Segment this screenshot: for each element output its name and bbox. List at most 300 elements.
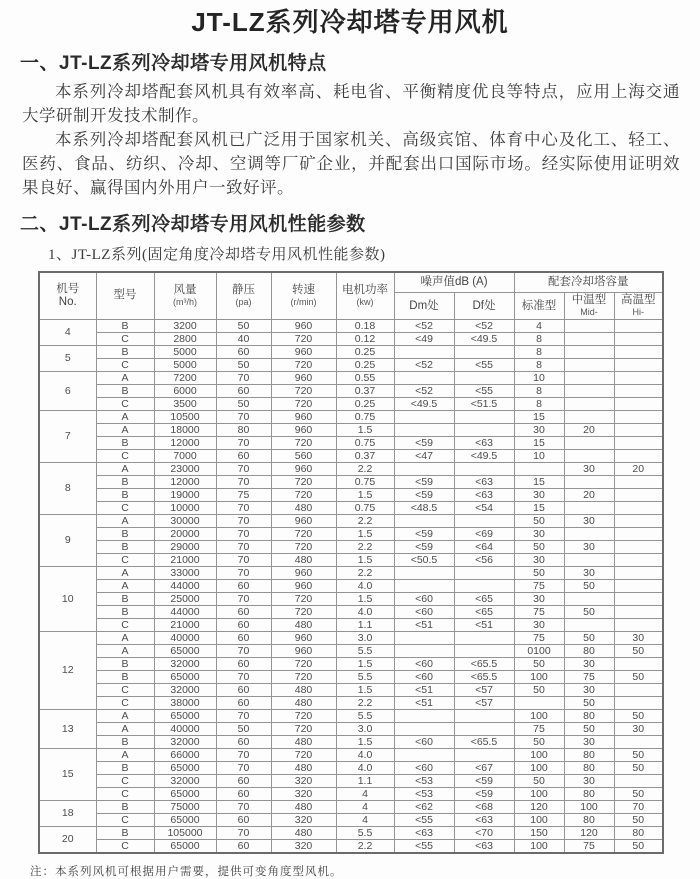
machine-group — [39, 826, 663, 853]
table-cell: 0100 — [514, 644, 564, 657]
table-cell: <53 — [394, 787, 454, 800]
table-cell: <63 — [454, 839, 514, 853]
table-cell: 1.5 — [336, 657, 394, 670]
table-cell: 560 — [271, 449, 336, 462]
table-cell: 50 — [216, 397, 271, 410]
table-cell: 40000 — [154, 722, 216, 735]
table-row — [39, 319, 663, 332]
table-cell: <70 — [454, 826, 514, 839]
table-cell: C — [96, 358, 154, 371]
table-cell: 65000 — [154, 761, 216, 774]
table-cell: 80 — [614, 826, 663, 839]
table-cell — [394, 709, 454, 722]
table-cell: 960 — [271, 345, 336, 358]
table-cell: 70 — [216, 553, 271, 566]
table-cell: 60 — [216, 696, 271, 709]
table-cell — [614, 397, 663, 410]
table-cell: 60 — [216, 631, 271, 644]
table-cell — [394, 566, 454, 579]
table-cell: 44000 — [154, 605, 216, 618]
table-cell: 50 — [514, 657, 564, 670]
table-cell: <59 — [454, 787, 514, 800]
table-cell: 0.25 — [336, 397, 394, 410]
table-cell: <68 — [454, 800, 514, 813]
table-cell: 480 — [271, 826, 336, 839]
header-airflow: 风量 (m³/h) — [154, 272, 216, 319]
table-cell: C — [96, 397, 154, 410]
table-cell: 50 — [614, 748, 663, 761]
table-cell — [614, 423, 663, 436]
table-cell: 19000 — [154, 488, 216, 501]
table-cell: 50 — [216, 358, 271, 371]
table-cell: <57 — [454, 696, 514, 709]
table-cell: 15 — [514, 475, 564, 488]
table-cell — [394, 748, 454, 761]
table-cell: <63 — [394, 826, 454, 839]
table-row — [39, 761, 663, 774]
table-cell: 20 — [614, 462, 663, 475]
table-cell: 2.2 — [336, 696, 394, 709]
table-cell: <59 — [394, 540, 454, 553]
table-cell: 100 — [564, 800, 614, 813]
machine-no-cell: 20 — [39, 826, 96, 853]
table-cell: 29000 — [154, 540, 216, 553]
table-cell: 80 — [564, 709, 614, 722]
table-cell: 23000 — [154, 462, 216, 475]
table-cell: 65000 — [154, 787, 216, 800]
table-cell: <55 — [454, 384, 514, 397]
table-cell: B — [96, 488, 154, 501]
table-cell — [614, 436, 663, 449]
table-cell: 50 — [514, 540, 564, 553]
table-cell: B — [96, 540, 154, 553]
table-cell — [614, 514, 663, 527]
header-capacity-group: 配套冷却塔容量 — [514, 272, 663, 292]
table-cell: 720 — [271, 605, 336, 618]
section1-paragraph-2: 本系列冷却塔配套风机已广泛用于国家机关、高级宾馆、体育中心及化工、轻工、医药、食品、纺织、冷却、空调等厂矿企业，并配套出口国际市场。经实际使用证明效果良好、赢得国内外用户一致好评。 — [22, 130, 680, 197]
table-cell: 40000 — [154, 631, 216, 644]
table-cell: 75 — [564, 670, 614, 683]
table-cell: 2.2 — [336, 839, 394, 853]
table-cell: <60 — [394, 605, 454, 618]
machine-no-cell: 5 — [39, 345, 96, 371]
table-cell: 70 — [216, 644, 271, 657]
table-cell: 720 — [271, 436, 336, 449]
table-cell: 2800 — [154, 332, 216, 345]
header-noise-group: 噪声值dB (A) — [394, 272, 514, 292]
table-cell: 15 — [514, 436, 564, 449]
table-cell: 30 — [564, 683, 614, 696]
table-cell: 80 — [564, 761, 614, 774]
machine-group — [39, 371, 663, 410]
machine-no-cell: 7 — [39, 410, 96, 462]
table-cell: 21000 — [154, 553, 216, 566]
table-cell: 0.37 — [336, 449, 394, 462]
table-cell: A — [96, 748, 154, 761]
table-cell: 70 — [216, 566, 271, 579]
table-cell: 18000 — [154, 423, 216, 436]
table-cell: 70 — [216, 670, 271, 683]
table-cell: 0.55 — [336, 371, 394, 384]
table-cell: 50 — [564, 631, 614, 644]
table-cell — [394, 644, 454, 657]
table-cell — [564, 384, 614, 397]
table-cell: 65000 — [154, 813, 216, 826]
table-cell: B — [96, 761, 154, 774]
table-cell: A — [96, 631, 154, 644]
table-cell: 70 — [216, 436, 271, 449]
table-cell: 960 — [271, 579, 336, 592]
table-row — [39, 644, 663, 657]
table-cell: 30000 — [154, 514, 216, 527]
table-cell: 3.0 — [336, 722, 394, 735]
table-cell: 32000 — [154, 774, 216, 787]
table-cell: <60 — [394, 735, 454, 748]
table-cell: 960 — [271, 462, 336, 475]
table-cell: 70 — [216, 410, 271, 423]
table-cell: 4 — [336, 800, 394, 813]
table-cell: 320 — [271, 839, 336, 853]
table-cell — [564, 553, 614, 566]
table-cell: <64 — [454, 540, 514, 553]
table-row — [39, 423, 663, 436]
table-cell: <56 — [454, 553, 514, 566]
table-row — [39, 449, 663, 462]
table-cell — [614, 540, 663, 553]
table-cell: 4.0 — [336, 761, 394, 774]
page-title: JT-LZ系列冷却塔专用风机 — [191, 7, 509, 37]
table-cell: 38000 — [154, 696, 216, 709]
table-cell: 30 — [564, 735, 614, 748]
table-cell: <65.5 — [454, 670, 514, 683]
table-cell: 960 — [271, 514, 336, 527]
table-cell: 66000 — [154, 748, 216, 761]
table-cell — [394, 579, 454, 592]
table-cell: 720 — [271, 592, 336, 605]
table-cell — [614, 592, 663, 605]
machine-group — [39, 514, 663, 566]
table-cell: 50 — [514, 774, 564, 787]
table-row — [39, 722, 663, 735]
table-cell: 80 — [564, 787, 614, 800]
table-cell: 70 — [216, 371, 271, 384]
table-cell: 100 — [514, 839, 564, 853]
machine-group — [39, 410, 663, 462]
table-cell: <62 — [394, 800, 454, 813]
table-cell: 7200 — [154, 371, 216, 384]
table-row — [39, 540, 663, 553]
section2-subheading: 1、JT-LZ系列(固定角度冷却塔专用风机性能参数) — [48, 247, 386, 263]
table-cell — [614, 735, 663, 748]
table-cell: 4.0 — [336, 605, 394, 618]
table-cell — [614, 345, 663, 358]
table-cell: 2.2 — [336, 566, 394, 579]
table-cell: 20 — [564, 423, 614, 436]
table-cell: 3500 — [154, 397, 216, 410]
section1-heading: 一、JT-LZ系列冷却塔专用风机特点 — [20, 53, 327, 74]
table-cell: 1.1 — [336, 618, 394, 631]
table-cell: 30 — [564, 657, 614, 670]
table-cell: 8 — [514, 345, 564, 358]
table-cell: <59 — [394, 436, 454, 449]
machine-no-cell: 8 — [39, 462, 96, 514]
table-cell: A — [96, 722, 154, 735]
table-cell: <52 — [394, 319, 454, 332]
table-cell — [564, 371, 614, 384]
table-cell: 75 — [514, 631, 564, 644]
table-cell: 1.5 — [336, 735, 394, 748]
table-cell: <60 — [394, 592, 454, 605]
table-cell — [614, 488, 663, 501]
table-cell: 720 — [271, 709, 336, 722]
table-cell: 65000 — [154, 709, 216, 722]
table-cell: <63 — [454, 475, 514, 488]
table-cell: 75 — [514, 579, 564, 592]
table-cell: 320 — [271, 787, 336, 800]
table-cell: 25000 — [154, 592, 216, 605]
table-cell: 720 — [271, 488, 336, 501]
table-cell: 50 — [514, 683, 564, 696]
table-row — [39, 553, 663, 566]
table-row — [39, 839, 663, 853]
table-cell: 60 — [216, 605, 271, 618]
table-cell — [614, 358, 663, 371]
table-cell: 480 — [271, 501, 336, 514]
table-cell: <49.5 — [454, 332, 514, 345]
machine-group — [39, 566, 663, 631]
table-cell — [454, 410, 514, 423]
header-high-temp-type: 高温型 Hi- — [614, 292, 663, 319]
machine-group — [39, 462, 663, 514]
table-row — [39, 345, 663, 358]
table-row — [39, 605, 663, 618]
table-cell: 6000 — [154, 384, 216, 397]
table-cell: 960 — [271, 319, 336, 332]
table-cell — [614, 384, 663, 397]
table-cell: 70 — [216, 540, 271, 553]
table-cell: <65 — [454, 592, 514, 605]
table-cell: 480 — [271, 696, 336, 709]
table-cell: 4.0 — [336, 748, 394, 761]
table-cell: C — [96, 501, 154, 514]
table-cell: 720 — [271, 748, 336, 761]
table-cell: A — [96, 462, 154, 475]
machine-group — [39, 709, 663, 748]
table-cell: 50 — [614, 839, 663, 853]
table-cell: 5000 — [154, 358, 216, 371]
table-cell: 960 — [271, 371, 336, 384]
table-cell: 1.5 — [336, 553, 394, 566]
table-cell: <51 — [394, 618, 454, 631]
table-cell — [564, 410, 614, 423]
table-cell: <52 — [394, 384, 454, 397]
table-cell — [394, 722, 454, 735]
table-cell: 8 — [514, 358, 564, 371]
table-cell: 30 — [514, 527, 564, 540]
table-cell — [614, 501, 663, 514]
table-cell: 15 — [514, 501, 564, 514]
table-cell — [394, 345, 454, 358]
machine-no-cell: 6 — [39, 371, 96, 410]
table-cell: <60 — [394, 761, 454, 774]
table-row — [39, 683, 663, 696]
table-cell: 960 — [271, 566, 336, 579]
table-cell: 60 — [216, 813, 271, 826]
table-cell: 1.5 — [336, 423, 394, 436]
table-cell — [564, 449, 614, 462]
table-cell — [564, 332, 614, 345]
table-row — [39, 527, 663, 540]
table-cell — [394, 631, 454, 644]
table-row — [39, 371, 663, 384]
table-cell: 720 — [271, 657, 336, 670]
table-row — [39, 462, 663, 475]
table-cell: 0.25 — [336, 358, 394, 371]
table-cell: 1.1 — [336, 774, 394, 787]
table-cell: <59 — [394, 527, 454, 540]
table-cell: C — [96, 774, 154, 787]
table-cell: C — [96, 332, 154, 345]
table-cell: 100 — [514, 748, 564, 761]
table-cell: 100 — [514, 761, 564, 774]
table-cell — [454, 631, 514, 644]
table-cell: A — [96, 410, 154, 423]
table-cell: 2.2 — [336, 462, 394, 475]
table-cell: 4 — [336, 813, 394, 826]
table-cell: A — [96, 644, 154, 657]
table-cell: 4 — [514, 319, 564, 332]
table-row — [39, 475, 663, 488]
table-cell: 50 — [564, 605, 614, 618]
header-model: 型号 — [96, 272, 154, 319]
table-cell — [614, 553, 663, 566]
table-cell: B — [96, 800, 154, 813]
table-row — [39, 670, 663, 683]
table-cell: C — [96, 683, 154, 696]
machine-no-cell: 9 — [39, 514, 96, 566]
table-cell: 30 — [514, 488, 564, 501]
table-header — [39, 272, 663, 319]
table-cell: 5.5 — [336, 709, 394, 722]
table-cell: <47 — [394, 449, 454, 462]
table-cell — [454, 709, 514, 722]
table-row — [39, 501, 663, 514]
table-cell: 8 — [514, 332, 564, 345]
table-cell: 0.37 — [336, 384, 394, 397]
table-cell: 120 — [564, 826, 614, 839]
table-cell: <59 — [454, 774, 514, 787]
table-cell — [614, 683, 663, 696]
table-cell: C — [96, 618, 154, 631]
table-cell — [394, 371, 454, 384]
table-cell: 30 — [564, 514, 614, 527]
table-cell: 50 — [564, 722, 614, 735]
table-cell: <63 — [454, 488, 514, 501]
table-row — [39, 397, 663, 410]
table-cell: 30 — [614, 722, 663, 735]
machine-no-cell: 15 — [39, 748, 96, 800]
table-cell: 4.0 — [336, 579, 394, 592]
header-dm: Dm处 — [394, 292, 454, 319]
table-cell — [614, 410, 663, 423]
table-cell: 12000 — [154, 436, 216, 449]
table-cell: 50 — [614, 813, 663, 826]
table-cell — [394, 514, 454, 527]
table-cell — [614, 566, 663, 579]
table-cell: 150 — [514, 826, 564, 839]
table-cell: 1.5 — [336, 683, 394, 696]
table-row — [39, 800, 663, 813]
table-cell: 1.5 — [336, 488, 394, 501]
table-cell: C — [96, 449, 154, 462]
table-cell: 50 — [514, 735, 564, 748]
table-cell: C — [96, 839, 154, 853]
table-cell: 0.75 — [336, 436, 394, 449]
table-cell: 320 — [271, 774, 336, 787]
table-cell: 60 — [216, 449, 271, 462]
table-cell: 70 — [216, 748, 271, 761]
table-cell: 10 — [514, 371, 564, 384]
table-cell: 1.5 — [336, 527, 394, 540]
table-cell: 75000 — [154, 800, 216, 813]
machine-no-cell: 12 — [39, 631, 96, 709]
machine-group — [39, 748, 663, 800]
table-cell — [614, 319, 663, 332]
table-cell: 30 — [564, 566, 614, 579]
table-cell: C — [96, 696, 154, 709]
table-cell: <52 — [454, 319, 514, 332]
table-row — [39, 631, 663, 644]
table-cell — [514, 696, 564, 709]
table-cell: 50 — [614, 787, 663, 800]
section1-paragraph-1: 本系列冷却塔配套风机具有效率高、耗电省、平衡精度优良等特点，应用上海交通大学研制开发技术制作。 — [22, 82, 680, 125]
table-cell: B — [96, 735, 154, 748]
table-cell: 60 — [216, 384, 271, 397]
machine-no-cell: 18 — [39, 800, 96, 826]
table-cell: <50.5 — [394, 553, 454, 566]
table-cell — [454, 748, 514, 761]
table-cell: <49.5 — [394, 397, 454, 410]
table-cell: <51.5 — [454, 397, 514, 410]
table-cell: 1.5 — [336, 592, 394, 605]
machine-group — [39, 631, 663, 709]
table-cell: A — [96, 579, 154, 592]
table-cell — [514, 462, 564, 475]
table-row — [39, 579, 663, 592]
table-cell: 32000 — [154, 683, 216, 696]
table-cell: 720 — [271, 540, 336, 553]
table-cell: 65000 — [154, 839, 216, 853]
table-cell: 70 — [216, 514, 271, 527]
table-cell: 70 — [216, 800, 271, 813]
table-cell: 12000 — [154, 475, 216, 488]
table-cell: <49 — [394, 332, 454, 345]
table-row — [39, 410, 663, 423]
table-cell: 30 — [614, 631, 663, 644]
table-cell — [564, 527, 614, 540]
table-row — [39, 657, 663, 670]
table-cell: B — [96, 436, 154, 449]
table-cell — [614, 618, 663, 631]
table-cell: 80 — [216, 423, 271, 436]
table-cell: <51 — [394, 696, 454, 709]
table-cell: 480 — [271, 800, 336, 813]
table-cell — [454, 371, 514, 384]
table-cell: <69 — [454, 527, 514, 540]
table-cell — [454, 514, 514, 527]
header-speed: 转速 (r/min) — [271, 272, 336, 319]
machine-group — [39, 345, 663, 371]
